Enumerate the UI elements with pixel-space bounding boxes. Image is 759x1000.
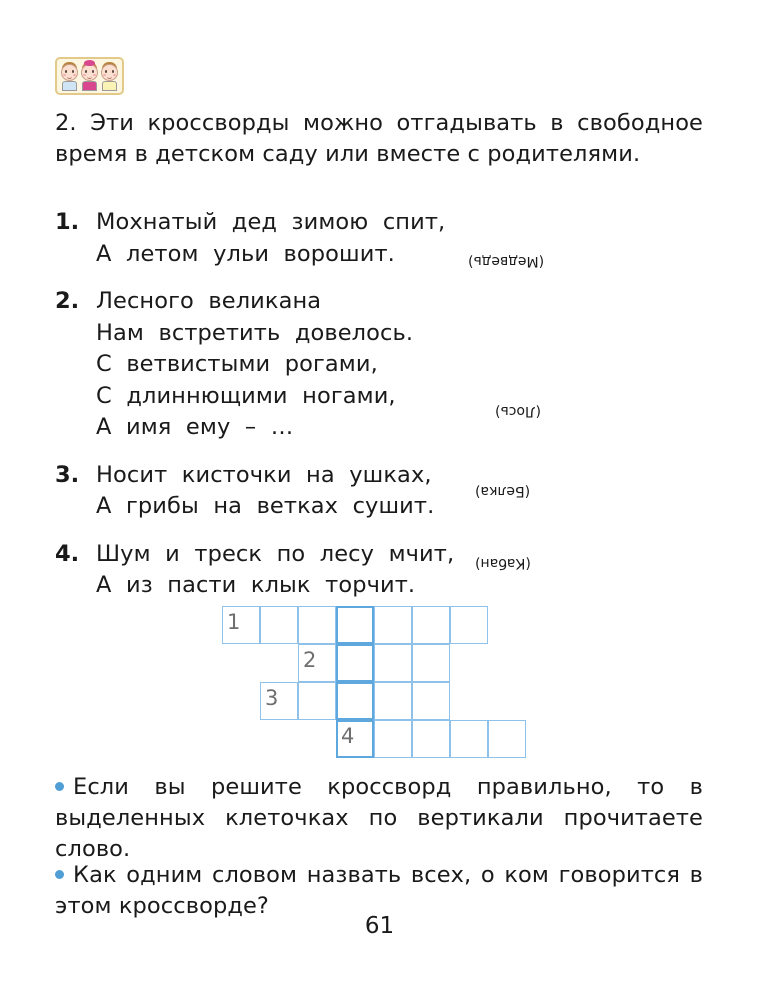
cheek-right <box>93 74 96 76</box>
crossword-cell-r1-c4[interactable] <box>374 606 412 644</box>
crossword-cell-r2-c3[interactable] <box>336 644 374 682</box>
riddle-1-lines <box>96 207 705 270</box>
shirt <box>62 81 77 91</box>
riddle-2-line-4: С длиннющими ногами, <box>96 382 396 409</box>
shirt <box>102 81 117 91</box>
riddle-2-line-1: Лесного великана <box>96 288 322 314</box>
eye-right <box>72 70 74 73</box>
riddle-3-line-2: А грибы на ветках сушит. <box>96 493 435 519</box>
bullet-note-2-text: Как одним словом назвать всех, о ком говорится в этом кроссворде? <box>55 862 703 919</box>
cheek-right <box>73 74 76 76</box>
three-children-icon <box>55 57 124 95</box>
crossword-cell-r1-c1[interactable] <box>260 606 298 644</box>
riddle-2-answer: (Лось) <box>495 403 541 419</box>
crossword-cell-r1-c5[interactable] <box>412 606 450 644</box>
hair-bow <box>84 60 95 66</box>
crossword-cell-r1-c6[interactable] <box>450 606 488 644</box>
bullet-dot-icon <box>55 870 64 879</box>
riddle-3-line-1: Носит кисточки на ушках, <box>96 461 432 488</box>
riddle-1-number: 1. <box>55 209 80 235</box>
crossword-cell-r4-c5[interactable] <box>412 720 450 758</box>
riddle-3-lines <box>96 460 705 523</box>
page-number: 61 <box>364 913 395 939</box>
crossword-cell-r3-c1[interactable] <box>260 682 298 720</box>
riddle-4-line-1: Шум и треск по лесу мчит, <box>96 540 455 567</box>
crossword-cell-r4-c7[interactable] <box>488 720 526 758</box>
bullet-dot-icon <box>55 782 64 791</box>
riddle-4 <box>55 539 705 602</box>
riddle-1-answer: (Медведь) <box>468 253 545 269</box>
riddle-2 <box>55 286 705 444</box>
riddle-2-lines <box>96 286 705 444</box>
cheek-left <box>63 74 66 76</box>
bullet-note-1-text: Если вы решите кроссворд правильно, то в выделенных клеточках по вертикали прочитаете слово. <box>55 774 703 862</box>
riddle-2-line-2: Нам встретить довелось. <box>96 319 414 346</box>
riddle-1 <box>55 207 705 270</box>
eye-left <box>65 70 67 73</box>
eye-left <box>85 70 87 73</box>
riddle-1-line-2: А летом ульи ворошит. <box>96 240 395 267</box>
crossword-cell-r4-c6[interactable] <box>450 720 488 758</box>
crossword-grid[interactable] <box>222 606 522 758</box>
riddle-4-answer: (Кабан) <box>475 555 531 571</box>
crossword-cell-r1-c2[interactable] <box>298 606 336 644</box>
crossword-clue-number-4: 4 <box>341 724 355 748</box>
crossword-cell-r2-c2[interactable] <box>298 644 336 682</box>
riddle-2-number: 2. <box>55 288 80 314</box>
riddle-4-line-2: А из пасти клык торчит. <box>96 572 416 598</box>
riddle-3 <box>55 460 705 523</box>
crossword-cell-r2-c4[interactable] <box>374 644 412 682</box>
riddle-2-line-5: А имя ему – … <box>96 414 294 440</box>
riddle-1-line-1: Мохнатый дед зимою спит, <box>96 209 446 235</box>
mouth <box>67 75 72 79</box>
crossword-cell-r2-c5[interactable] <box>412 644 450 682</box>
dress <box>82 81 97 91</box>
crossword-clue-number-2: 2 <box>303 648 317 672</box>
riddle-4-number: 4. <box>55 540 80 567</box>
crossword-cell-r3-c4[interactable] <box>374 682 412 720</box>
riddle-3-answer: (Белка) <box>475 483 531 499</box>
riddle-3-number: 3. <box>55 461 80 488</box>
cheek-left <box>83 74 86 76</box>
riddle-4-lines <box>96 539 705 602</box>
crossword-cell-r4-c4[interactable] <box>374 720 412 758</box>
crossword-cell-r3-c5[interactable] <box>412 682 450 720</box>
crossword-cell-r1-c3[interactable] <box>336 606 374 644</box>
intro-paragraph: 2. Эти кроссворды можно отгадывать в свободное время в детском саду или вместе с родителями. <box>55 110 703 167</box>
crossword-cell-r4-c3[interactable] <box>336 720 374 758</box>
crossword-clue-number-3: 3 <box>265 686 279 710</box>
child-boy-right-icon <box>100 61 119 91</box>
crossword-cell-r1-c0[interactable] <box>222 606 260 644</box>
riddles-list <box>55 207 705 618</box>
eye-right <box>92 70 94 73</box>
child-girl-middle-icon <box>80 61 99 91</box>
crossword-clue-number-1: 1 <box>227 610 241 634</box>
crossword-cell-r3-c2[interactable] <box>298 682 336 720</box>
crossword-cell-r3-c3[interactable] <box>336 682 374 720</box>
bullet-note-1 <box>55 772 703 865</box>
riddle-2-line-3: С ветвистыми рогами, <box>96 351 378 377</box>
child-boy-left-icon <box>60 61 79 91</box>
